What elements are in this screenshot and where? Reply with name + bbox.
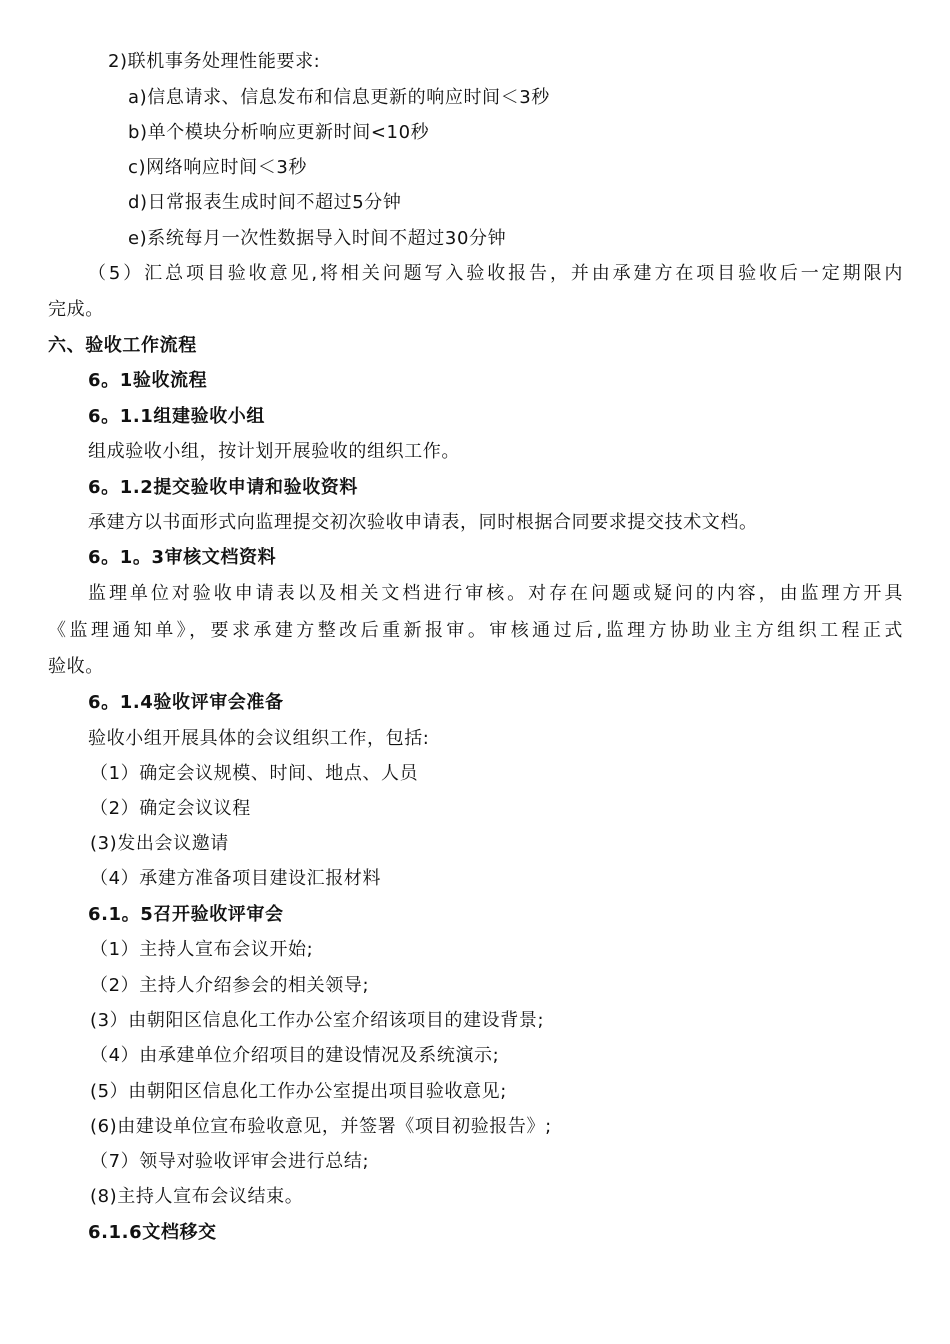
list-item: （2）主持人介绍参会的相关领导; [90, 975, 370, 996]
text-line: b)单个模块分析响应更新时间<10秒 [128, 122, 430, 143]
subsection-heading: 6。1.1组建验收小组 [88, 406, 266, 427]
list-item: (3）由朝阳区信息化工作办公室介绍该项目的建设背景; [90, 1010, 545, 1031]
text-line: c)网络响应时间＜3秒 [128, 157, 307, 178]
text-line: 完成。 [48, 299, 104, 320]
list-item: (6)由建设单位宣布验收意见，并签署《项目初验报告》; [90, 1116, 552, 1137]
list-item: (3)发出会议邀请 [90, 833, 229, 854]
text-line: e)系统每月一次性数据导入时间不超过30分钟 [128, 228, 507, 249]
subsection-heading: 6。1验收流程 [88, 370, 208, 391]
text-line: d)日常报表生成时间不超过5分钟 [128, 192, 402, 213]
subsection-heading: 6.1.6文档移交 [88, 1222, 217, 1243]
text-line: 验收小组开展具体的会议组织工作，包括: [88, 728, 430, 749]
list-item: (8)主持人宣布会议结束。 [90, 1186, 304, 1207]
text-line: 承建方以书面形式向监理提交初次验收申请表，同时根据合同要求提交技术文档。 [88, 512, 758, 533]
subsection-heading: 6。1。3审核文档资料 [88, 547, 277, 568]
text-line: 验收。 [48, 656, 104, 677]
subsection-heading: 6。1.2提交验收申请和验收资料 [88, 477, 359, 498]
list-item: (5）由朝阳区信息化工作办公室提出项目验收意见; [90, 1081, 507, 1102]
subsection-heading: 6。1.4验收评审会准备 [88, 692, 284, 713]
list-item: （2）确定会议议程 [90, 798, 251, 819]
section-heading: 六、验收工作流程 [48, 335, 197, 356]
list-item: （7）领导对验收评审会进行总结; [90, 1151, 370, 1172]
subsection-heading: 6.1。5召开验收评审会 [88, 904, 284, 925]
text-line: a)信息请求、信息发布和信息更新的响应时间＜3秒 [128, 87, 550, 108]
text-line: 监理单位对验收申请表以及相关文档进行审核。对存在问题或疑问的内容，由监理方开具 [88, 583, 903, 604]
list-item: （1）主持人宣布会议开始; [90, 939, 314, 960]
text-line: 《监理通知单》，要求承建方整改后重新报审。审核通过后,监理方协助业主方组织工程正式 [48, 620, 903, 641]
list-item: （4）承建方准备项目建设汇报材料 [90, 868, 382, 889]
text-line: （5）汇总项目验收意见,将相关问题写入验收报告，并由承建方在项目验收后一定期限内 [88, 263, 903, 284]
text-line: 组成验收小组，按计划开展验收的组织工作。 [88, 441, 460, 462]
text-line: 2)联机事务处理性能要求: [108, 51, 321, 72]
list-item: （1）确定会议规模、时间、地点、人员 [90, 763, 419, 784]
list-item: （4）由承建单位介绍项目的建设情况及系统演示; [90, 1045, 500, 1066]
